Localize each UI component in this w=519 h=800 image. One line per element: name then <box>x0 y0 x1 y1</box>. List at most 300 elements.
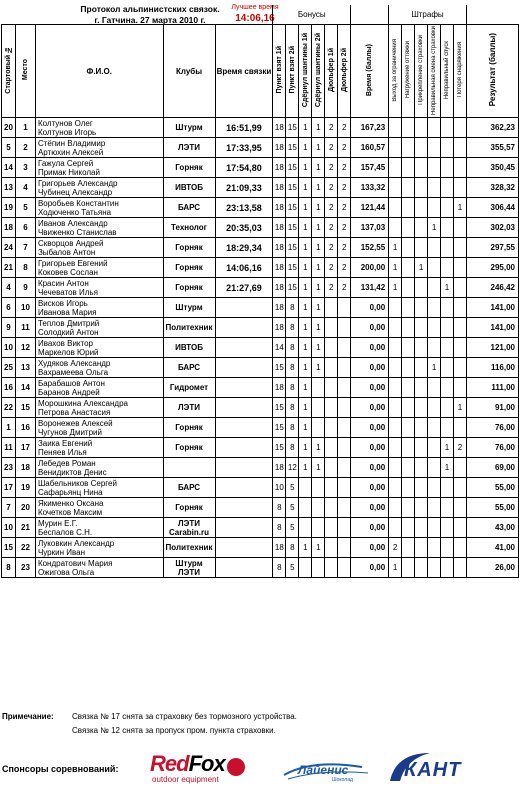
bonus-cell: 18 <box>273 238 286 258</box>
place-cell: 15 <box>15 398 35 418</box>
bonus-cell: 1 <box>299 118 312 138</box>
name-cell <box>35 558 163 578</box>
bonus-cell: 18 <box>273 538 286 558</box>
time-cell <box>215 498 273 518</box>
result-cell: 306,44 <box>466 198 518 218</box>
result-cell: 116,00 <box>466 358 518 378</box>
penalty-cell <box>415 138 428 158</box>
points-cell: 0,00 <box>351 478 389 498</box>
result-cell: 141,00 <box>466 318 518 338</box>
points-cell: 157,45 <box>351 158 389 178</box>
penalty-cell <box>402 138 415 158</box>
club-cell <box>163 458 215 478</box>
penalty-cell: 1 <box>428 358 441 378</box>
result-cell: 328,32 <box>466 178 518 198</box>
penalty-cell <box>428 458 441 478</box>
penalty-cell <box>415 478 428 498</box>
col-p1: Выход за ограничения <box>392 38 399 102</box>
col-p4: Неправильная смена страховки <box>431 25 438 115</box>
penalty-cell <box>402 338 415 358</box>
participant-2: Сафарьянц Нина <box>37 487 103 497</box>
penalty-cell <box>454 158 467 178</box>
redfox-logo <box>150 751 245 784</box>
time-cell <box>215 518 273 538</box>
penalty-cell: 1 <box>441 458 454 478</box>
note-line1: Связка № 17 снята за страховку без тормозного устройства. <box>72 712 297 721</box>
bonus-cell: 18 <box>273 258 286 278</box>
penalty-cell <box>428 138 441 158</box>
name-cell <box>35 318 163 338</box>
start-no-cell: 24 <box>2 238 16 258</box>
bonus-cell: 18 <box>273 318 286 338</box>
penalty-cell <box>415 338 428 358</box>
participant-1: Иванов Александр <box>37 218 108 228</box>
result-cell: 121,00 <box>466 338 518 358</box>
participant-2: Колтунов Игорь <box>37 127 97 137</box>
bonus-cell: 15 <box>286 218 299 238</box>
bonus-cell: 15 <box>273 358 286 378</box>
table-row <box>2 478 519 498</box>
penalty-cell <box>402 178 415 198</box>
club-cell: ЛЭТИ <box>163 138 215 158</box>
club-cell: ИВТОБ <box>163 178 215 198</box>
place-cell: 13 <box>15 358 35 378</box>
time-cell: 18:29,34 <box>215 238 273 258</box>
table-row <box>2 538 519 558</box>
place-cell: 22 <box>15 538 35 558</box>
best-time-label: Лучшее время <box>231 4 279 11</box>
name-cell <box>35 498 163 518</box>
penalty-cell <box>428 438 441 458</box>
start-no-cell: 20 <box>2 118 16 138</box>
bonus-cell <box>338 478 351 498</box>
points-cell: 121,44 <box>351 198 389 218</box>
participant-1: Мурин Е.Г. <box>37 518 78 528</box>
name-cell <box>35 218 163 238</box>
penalty-cell <box>402 518 415 538</box>
penalty-cell <box>454 178 467 198</box>
bonus-cell <box>325 458 338 478</box>
bonus-cell <box>325 338 338 358</box>
bonus-cell: 1 <box>299 418 312 438</box>
bonus-cell <box>338 318 351 338</box>
participant-2: Чечеватов Илья <box>37 287 98 297</box>
bonus-cell: 15 <box>286 138 299 158</box>
name-cell <box>35 378 163 398</box>
penalty-cell <box>415 498 428 518</box>
bonus-cell <box>338 538 351 558</box>
redfox-logo-text-b: Fox <box>188 751 225 776</box>
penalty-cell <box>428 318 441 338</box>
participant-1: Худяков Александр <box>37 358 111 368</box>
penalty-cell <box>389 498 402 518</box>
penalty-cell <box>428 178 441 198</box>
sponsors-label: Спонсоры соревнований: <box>2 764 119 774</box>
participant-1: Кондратович Мария <box>37 558 113 568</box>
col-b3: Сдёрнул шантины 1й <box>301 32 309 108</box>
start-no-cell: 15 <box>2 538 16 558</box>
participant-2: Венидиктов Денис <box>37 467 107 477</box>
start-no-cell: 10 <box>2 518 16 538</box>
penalty-cell <box>415 378 428 398</box>
penalty-cell <box>415 298 428 318</box>
penalty-cell <box>454 318 467 338</box>
bonus-cell: 18 <box>273 458 286 478</box>
bonus-cell: 8 <box>286 378 299 398</box>
time-cell <box>215 318 273 338</box>
participant-2: Чвиженко Станислав <box>37 227 117 237</box>
penalty-cell <box>415 458 428 478</box>
penalty-cell <box>454 378 467 398</box>
penalty-cell: 1 <box>441 278 454 298</box>
bonus-cell: 15 <box>286 278 299 298</box>
bonus-cell: 1 <box>299 138 312 158</box>
penalty-cell: 2 <box>389 538 402 558</box>
name-cell <box>35 518 163 538</box>
penalty-cell <box>402 198 415 218</box>
col-b6: Дюльфер 2й <box>340 48 348 92</box>
bonus-cell: 1 <box>312 258 325 278</box>
bonus-cell: 1 <box>312 218 325 238</box>
result-cell: 350,45 <box>466 158 518 178</box>
table-row <box>2 238 519 258</box>
club-cell: Гидромет <box>163 378 215 398</box>
bonus-cell: 8 <box>286 318 299 338</box>
time-cell: 21:09,33 <box>215 178 273 198</box>
bonus-cell: 1 <box>299 378 312 398</box>
table-row <box>2 458 519 478</box>
place-cell: 12 <box>15 338 35 358</box>
bonus-cell: 2 <box>338 238 351 258</box>
kant-logo <box>386 751 466 785</box>
bonus-cell: 18 <box>273 158 286 178</box>
bonus-cell: 2 <box>325 158 338 178</box>
penalty-cell <box>402 418 415 438</box>
bonus-cell: 1 <box>312 238 325 258</box>
penalty-cell <box>454 518 467 538</box>
bonus-cell <box>325 518 338 538</box>
table-row <box>2 198 519 218</box>
bonus-cell: 2 <box>338 218 351 238</box>
table-row <box>2 498 519 518</box>
result-cell: 91,00 <box>466 398 518 418</box>
name-cell <box>35 158 163 178</box>
penalty-cell <box>441 298 454 318</box>
bonus-cell: 18 <box>273 218 286 238</box>
col-p5: Неправильный спуск <box>444 40 451 100</box>
bonus-cell: 1 <box>312 318 325 338</box>
table-row <box>2 398 519 418</box>
time-cell <box>215 418 273 438</box>
table-row <box>2 298 519 318</box>
participant-2: Зыбалов Антон <box>37 247 96 257</box>
participant-1: Григорьев Александр <box>37 178 118 188</box>
penalty-cell <box>441 518 454 538</box>
penalty-cell <box>389 458 402 478</box>
penalty-cell: 1 <box>415 258 428 278</box>
penalty-cell <box>454 238 467 258</box>
bonus-cell: 2 <box>338 138 351 158</box>
bonus-cell: 1 <box>299 298 312 318</box>
table-row <box>2 338 519 358</box>
start-no-cell: 18 <box>2 218 16 238</box>
place-cell: 2 <box>15 138 35 158</box>
penalty-cell <box>441 538 454 558</box>
bonus-cell: 1 <box>312 338 325 358</box>
time-cell <box>215 458 273 478</box>
time-cell <box>215 478 273 498</box>
participant-2: Чугунов Дмитрий <box>37 427 102 437</box>
penalty-cell <box>389 218 402 238</box>
bonus-cell <box>312 378 325 398</box>
participant-1: Барабашов Антон <box>37 378 105 388</box>
bonus-cell: 15 <box>286 178 299 198</box>
penalty-cell <box>441 418 454 438</box>
table-row <box>2 258 519 278</box>
col-points: Время (баллы) <box>366 43 374 97</box>
col-start-no: Стартовый № <box>4 46 12 94</box>
penalty-cell <box>441 558 454 578</box>
penalty-cell: 1 <box>389 238 402 258</box>
penalty-cell <box>454 138 467 158</box>
participant-2: Петрова Анастасия <box>37 407 111 417</box>
table-row <box>2 378 519 398</box>
col-b4: Сдёрнул шантины 2й <box>314 32 322 108</box>
participant-2: Беспалов С.Н. <box>37 527 93 537</box>
penalty-cell <box>428 498 441 518</box>
name-cell <box>35 338 163 358</box>
penalty-cell <box>428 158 441 178</box>
bonus-cell: 2 <box>325 178 338 198</box>
penalty-cell: 1 <box>428 218 441 238</box>
points-cell: 0,00 <box>351 318 389 338</box>
bonus-cell: 15 <box>286 198 299 218</box>
participant-1: Стёпин Владимир <box>37 138 106 148</box>
name-cell <box>35 258 163 278</box>
participant-1: Лебедев Роман <box>37 458 96 468</box>
bonus-cell <box>299 558 312 578</box>
laines-logo <box>282 757 372 785</box>
result-cell: 302,03 <box>466 218 518 238</box>
start-no-cell: 6 <box>2 298 16 318</box>
bonus-cell: 1 <box>299 338 312 358</box>
participant-2: Чуркин Иван <box>37 547 86 557</box>
col-result: Результат (баллы) <box>487 33 497 107</box>
participant-2: Солодкий Антон <box>37 327 99 337</box>
time-cell: 16:51,99 <box>215 118 273 138</box>
bonus-cell: 1 <box>299 358 312 378</box>
participant-2: Артюхин Алексей <box>37 147 104 157</box>
penalty-cell <box>454 218 467 238</box>
penalty-cell <box>389 478 402 498</box>
redfox-logo-sub: outdoor equipment <box>152 775 219 784</box>
bonus-cell: 2 <box>338 118 351 138</box>
result-cell: 362,23 <box>466 118 518 138</box>
bonus-cell <box>338 418 351 438</box>
bonus-cell: 15 <box>273 438 286 458</box>
penalty-cell <box>454 498 467 518</box>
penalty-cell <box>441 218 454 238</box>
penalty-cell <box>441 118 454 138</box>
participant-1: Висков Игорь <box>37 298 88 308</box>
penalty-cell <box>428 478 441 498</box>
bonus-cell: 1 <box>299 318 312 338</box>
bonus-cell: 18 <box>273 278 286 298</box>
bonus-cell <box>312 478 325 498</box>
penalty-cell <box>389 138 402 158</box>
points-cell: 0,00 <box>351 538 389 558</box>
penalty-cell <box>454 358 467 378</box>
bonus-cell: 15 <box>273 418 286 438</box>
points-cell: 0,00 <box>351 378 389 398</box>
bonus-cell: 2 <box>338 258 351 278</box>
bonus-cell: 1 <box>299 238 312 258</box>
participant-1: Теплов Дмитрий <box>37 318 100 328</box>
start-no-cell: 25 <box>2 358 16 378</box>
bonus-cell: 18 <box>273 198 286 218</box>
points-cell: 152,55 <box>351 238 389 258</box>
points-cell: 160,57 <box>351 138 389 158</box>
bonus-cell <box>338 398 351 418</box>
penalty-cell <box>441 378 454 398</box>
result-cell: 26,00 <box>466 558 518 578</box>
start-no-cell: 19 <box>2 198 16 218</box>
penalty-cell <box>389 398 402 418</box>
penalty-cell <box>389 298 402 318</box>
bonus-cell <box>338 378 351 398</box>
participant-1: Скворцов Андрей <box>37 238 104 248</box>
place-cell: 11 <box>15 318 35 338</box>
start-no-cell: 5 <box>2 138 16 158</box>
bonus-cell: 1 <box>312 538 325 558</box>
penalty-cell <box>428 418 441 438</box>
penalty-cell <box>441 358 454 378</box>
points-cell: 0,00 <box>351 398 389 418</box>
table-row <box>2 178 519 198</box>
penalty-cell <box>441 238 454 258</box>
time-cell <box>215 558 273 578</box>
time-cell <box>215 438 273 458</box>
bonus-cell: 1 <box>299 458 312 478</box>
club-cell: Штурм <box>163 118 215 138</box>
points-cell: 131,42 <box>351 278 389 298</box>
bonus-cell <box>338 518 351 538</box>
table-row <box>2 358 519 378</box>
bonus-cell <box>338 358 351 378</box>
bonus-cell: 1 <box>312 438 325 458</box>
bonus-cell <box>312 518 325 538</box>
bonus-cell: 2 <box>325 218 338 238</box>
name-cell <box>35 238 163 258</box>
participant-1: Морошкина Александра <box>37 398 128 408</box>
bonus-cell <box>299 518 312 538</box>
col-time: Время связки <box>215 25 273 118</box>
bonus-cell: 8 <box>286 538 299 558</box>
penalty-cell <box>428 338 441 358</box>
penalty-cell <box>415 238 428 258</box>
place-cell: 7 <box>15 238 35 258</box>
place-cell: 4 <box>15 178 35 198</box>
bonus-cell: 14 <box>273 338 286 358</box>
bonus-cell <box>325 298 338 318</box>
bonus-cell <box>312 418 325 438</box>
penalty-cell <box>454 298 467 318</box>
col-b1: Пункт взят 1й <box>275 46 283 94</box>
club-cell: Политехник <box>163 538 215 558</box>
bonus-cell <box>338 298 351 318</box>
participant-2: Коковев Сослан <box>37 267 98 277</box>
time-cell: 21:27,69 <box>215 278 273 298</box>
penalty-cell <box>402 438 415 458</box>
penalty-cell <box>428 198 441 218</box>
penalty-cell <box>389 118 402 138</box>
participant-2: Пеняев Илья <box>37 447 87 457</box>
name-cell <box>35 138 163 158</box>
penalty-cell <box>402 498 415 518</box>
table-row <box>2 158 519 178</box>
result-cell: 76,00 <box>466 418 518 438</box>
bonus-cell: 2 <box>338 178 351 198</box>
bonus-cell: 1 <box>312 298 325 318</box>
bonus-cell: 1 <box>312 278 325 298</box>
penalty-cell <box>441 318 454 338</box>
bonus-cell: 8 <box>286 418 299 438</box>
points-cell: 137,03 <box>351 218 389 238</box>
bonus-cell: 1 <box>299 278 312 298</box>
penalty-cell: 1 <box>454 398 467 418</box>
time-cell: 20:35,03 <box>215 218 273 238</box>
bonus-cell <box>338 498 351 518</box>
penalty-cell <box>454 278 467 298</box>
time-cell: 17:33,95 <box>215 138 273 158</box>
club-cell: Штурм <box>163 298 215 318</box>
time-cell: 14:06,16 <box>215 258 273 278</box>
penalty-cell <box>402 118 415 138</box>
penalty-cell <box>402 278 415 298</box>
col-p3: Прикрепление страховки <box>418 35 425 105</box>
place-cell: 6 <box>15 218 35 238</box>
bonus-cell: 8 <box>273 558 286 578</box>
col-b2: Пункт взят 2й <box>288 46 296 94</box>
place-cell: 3 <box>15 158 35 178</box>
penalty-cell <box>454 418 467 438</box>
penalty-cell <box>441 338 454 358</box>
participant-1: Григорьев Евгений <box>37 258 108 268</box>
penalty-cell <box>415 558 428 578</box>
points-cell: 0,00 <box>351 418 389 438</box>
result-cell: 246,42 <box>466 278 518 298</box>
bonus-cell: 18 <box>273 118 286 138</box>
bonus-cell: 2 <box>325 198 338 218</box>
col-place: Место <box>21 59 29 81</box>
penalty-cell <box>415 358 428 378</box>
result-cell: 76,00 <box>466 438 518 458</box>
bonus-cell <box>325 418 338 438</box>
bonus-cell: 1 <box>299 258 312 278</box>
bonus-cell: 1 <box>312 158 325 178</box>
start-no-cell: 7 <box>2 498 16 518</box>
bonus-cell <box>312 558 325 578</box>
name-cell <box>35 538 163 558</box>
bonus-cell <box>325 358 338 378</box>
start-no-cell: 1 <box>2 418 16 438</box>
club-cell: ИВТОБ <box>163 338 215 358</box>
bonus-cell <box>325 498 338 518</box>
bonuses-header: Бонусы <box>273 5 351 25</box>
penalty-cell <box>428 118 441 138</box>
penalty-cell <box>415 178 428 198</box>
place-cell: 17 <box>15 438 35 458</box>
